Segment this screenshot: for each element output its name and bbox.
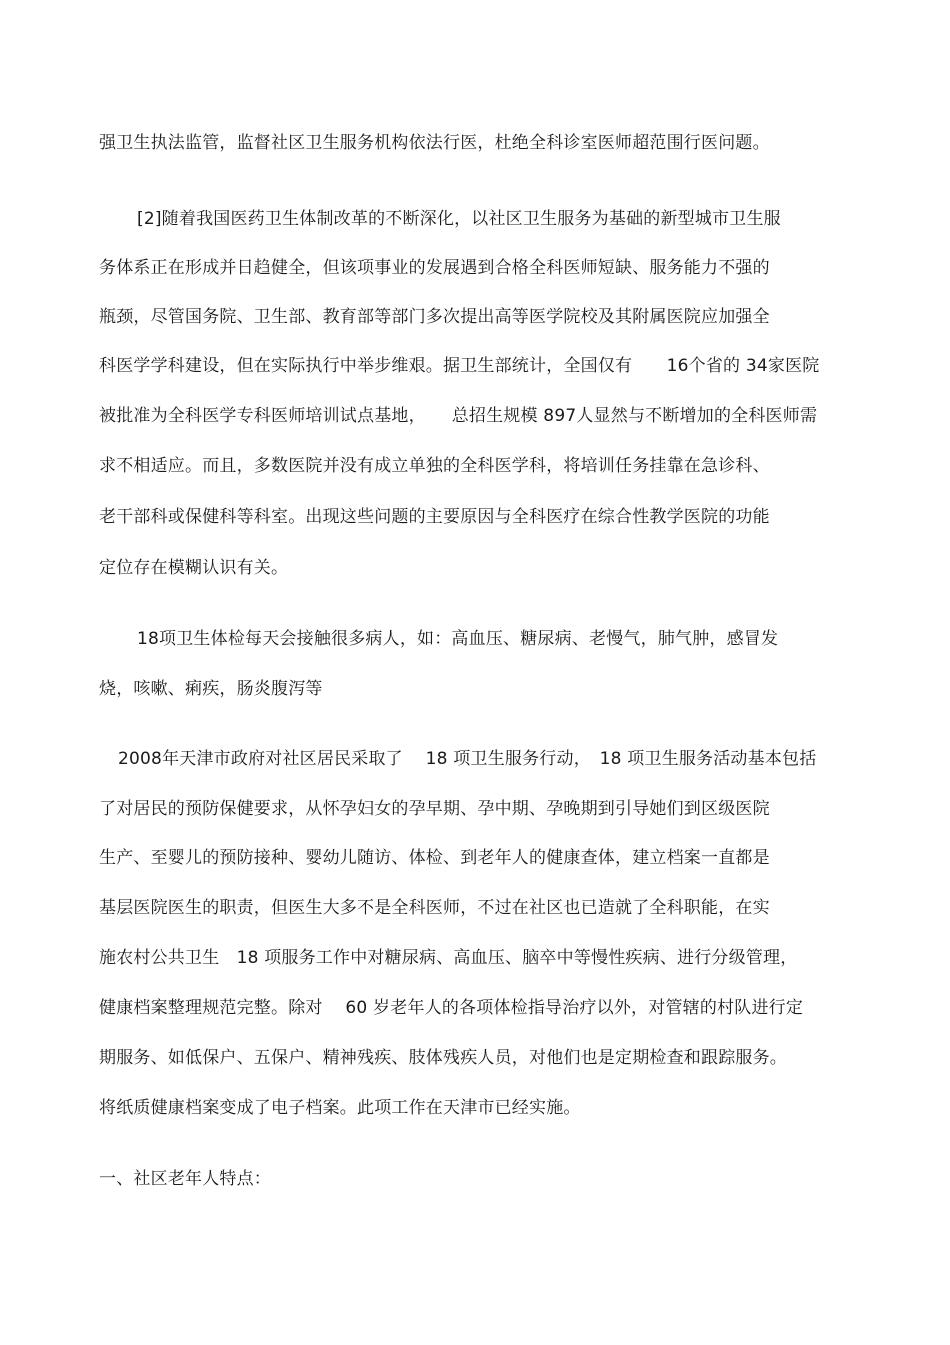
paragraph-line: 生产、至婴儿的预防接种、婴幼儿随访、体检、到老年人的健康查体，建立档案一直都是 xyxy=(99,848,770,868)
paragraph-line: 瓶颈，尽管国务院、卫生部、教育部等部门多次提出高等医学院校及其附属医院应加强全 xyxy=(99,307,770,327)
paragraph-line: 2008年天津市政府对社区居民采取了 18 项卫生服务行动， 18 项卫生服务活动基本包括 xyxy=(118,749,817,769)
paragraph-line: 求不相适应。而且，多数医院并没有成立单独的全科医学科，将培训任务挂靠在急诊科、 xyxy=(99,456,770,476)
paragraph-line: [2]随着我国医药卫生体制改革的不断深化，以社区卫生服务为基础的新型城市卫生服 xyxy=(137,209,781,229)
paragraph-line: 健康档案整理规范完整。除对 60 岁老年人的各项体检指导治疗以外，对管辖的村队进行定 xyxy=(99,998,804,1018)
paragraph-line: 18项卫生体检每天会接触很多病人，如：高血压、糖尿病、老慢气，肺气肿，感冒发 xyxy=(137,629,779,649)
paragraph-line: 施农村公共卫生 18 项服务工作中对糖尿病、高血压、脑卒中等慢性疾病、进行分级管理， xyxy=(99,948,798,968)
paragraph-line: 老干部科或保健科等科室。出现这些问题的主要原因与全科医疗在综合性教学医院的功能 xyxy=(99,507,770,527)
section-heading: 一、社区老年人特点： xyxy=(99,1169,271,1189)
paragraph-line: 科医学学科建设，但在实际执行中举步维艰。据卫生部统计，全国仅有 16个省的 34家医院 xyxy=(99,356,820,376)
paragraph-continuation-line: 强卫生执法监管，监督社区卫生服务机构依法行医，杜绝全科诊室医师超范围行医问题。 xyxy=(99,133,770,153)
paragraph-line: 务体系正在形成并日趋健全，但该项事业的发展遇到合格全科医师短缺、服务能力不强的 xyxy=(99,258,770,278)
paragraph-line: 基层医院医生的职责，但医生大多不是全科医师，不过在社区也已造就了全科职能，在实 xyxy=(99,898,770,918)
paragraph-line: 将纸质健康档案变成了电子档案。此项工作在天津市已经实施。 xyxy=(99,1098,581,1118)
paragraph-line: 了对居民的预防保健要求，从怀孕妇女的孕早期、孕中期、孕晚期到引导她们到区级医院 xyxy=(99,799,770,819)
paragraph-line: 被批准为全科医学专科医师培训试点基地， 总招生规模 897人显然与不断增加的全科医师需 xyxy=(99,406,818,426)
paragraph-line: 期服务、如低保户、五保户、精神残疾、肢体残疾人员，对他们也是定期检查和跟踪服务。 xyxy=(99,1048,787,1068)
paragraph-line: 烧，咳嗽、痢疾，肠炎腹泻等 xyxy=(99,679,323,699)
paragraph-line: 定位存在模糊认识有关。 xyxy=(99,558,289,578)
